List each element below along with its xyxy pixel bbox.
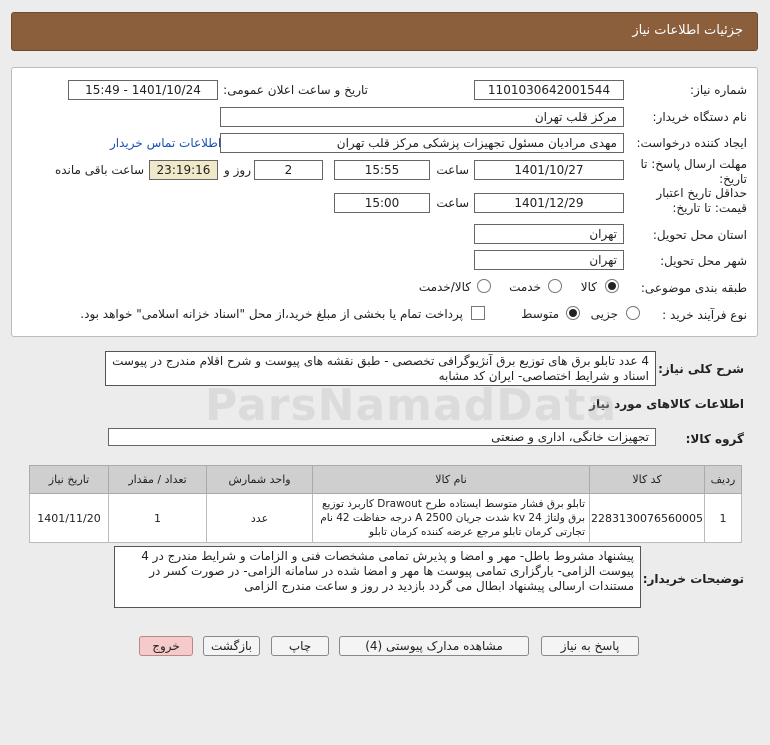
page-header — [11, 12, 758, 51]
col-unit: واحد شمارش — [207, 466, 313, 494]
city-label: شهر محل تحویل: — [660, 254, 747, 268]
cell-unit: عدد — [207, 494, 313, 543]
category-label: طبقه بندی موضوعی: — [640, 281, 747, 295]
city-field[interactable]: تهران — [474, 250, 624, 270]
exit-button[interactable]: خروج — [139, 636, 193, 656]
category-goods-service-radio[interactable] — [477, 279, 491, 293]
notes-label: توضیحات خریدار: — [642, 572, 744, 586]
table-header-row — [30, 466, 742, 494]
category-goods-radio[interactable] — [605, 279, 619, 293]
need-number-field[interactable]: 1101030642001544 — [474, 80, 624, 100]
page-title: جزئیات اطلاعات نیاز — [632, 23, 743, 38]
deadline-time-label: ساعت — [436, 163, 469, 177]
watermark-logo: ParsNamadData — [205, 380, 618, 431]
process-medium-label: متوسط — [521, 307, 559, 321]
goods-group-label: گروه کالا: — [685, 432, 744, 446]
days-field[interactable]: 2 — [254, 160, 323, 180]
deadline-time-field[interactable]: 15:55 — [334, 160, 430, 180]
process-medium-radio[interactable] — [566, 306, 580, 320]
goods-section-title: اطلاعات کالاهای مورد نیاز — [589, 397, 744, 411]
announce-field[interactable]: 1401/10/24 - 15:49 — [68, 80, 218, 100]
deadline-date-field[interactable]: 1401/10/27 — [474, 160, 624, 180]
payment-note: پرداخت تمام یا بخشی از مبلغ خرید،از محل "اسناد خزانه اسلامی" خواهد بود. — [80, 307, 463, 321]
summary-label: شرح کلی نیاز: — [658, 362, 744, 376]
cell-name: تابلو برق فشار متوسط ایستاده طرح Drawout کاربرد توزیع برق ولتاژ 24 kv شدت جریان 2500 A درجه حفاظت 42 نام تجارتی کرمان تابلو مرجع عرضه کننده کرمان تابلو — [313, 494, 590, 543]
need-number-label: شماره نیاز: — [690, 83, 747, 97]
requester-field[interactable]: مهدی مرادیان مسئول تجهیزات پزشکی مرکز قلب تهران — [220, 133, 624, 153]
validity-time-field[interactable]: 15:00 — [334, 193, 430, 213]
buyer-contact-link[interactable]: اطلاعات تماس خریدار — [110, 136, 222, 150]
print-button[interactable]: چاپ — [271, 636, 329, 656]
buyer-org-field[interactable]: مرکز قلب تهران — [220, 107, 624, 127]
treasury-checkbox[interactable] — [471, 306, 485, 320]
col-name: نام کالا — [313, 466, 590, 494]
col-code: کد کالا — [590, 466, 705, 494]
remaining-label: ساعت باقی مانده — [54, 163, 144, 177]
province-label: استان محل تحویل: — [652, 228, 747, 242]
table-row[interactable] — [30, 494, 742, 543]
notes-text: پیشنهاد مشروط باطل- مهر و امضا و پذیرش تمامی مشخصات فنی و الزامات و شرایط مندرج در 4 پیوست الزامی- بارگزاری تمامی پیوست ها مهر و امضا شده در سامانه الزامی- در صورت کسر در مستندات ارسالی پیشنهاد ابطال می گردد بازدید در روز و ساعت مندرج الزامی — [114, 546, 641, 608]
back-button[interactable]: بازگشت — [203, 636, 260, 656]
process-label: نوع فرآیند خرید : — [662, 308, 747, 322]
col-qty: تعداد / مقدار — [109, 466, 207, 494]
cell-index: 1 — [705, 494, 742, 543]
deadline-label: مهلت ارسال پاسخ: تا تاریخ: — [640, 157, 747, 186]
process-minor-label: جزیی — [590, 307, 618, 321]
process-minor-radio[interactable] — [626, 306, 640, 320]
buyer-org-label: نام دستگاه خریدار: — [652, 110, 747, 124]
days-label: روز و — [224, 163, 251, 177]
cell-code: 2283130076560005 — [590, 494, 705, 543]
announce-label: تاریخ و ساعت اعلان عمومی: — [223, 83, 368, 97]
remaining-timer: 23:19:16 — [149, 160, 218, 180]
goods-group-field[interactable]: تجهیزات خانگی، اداری و صنعتی — [108, 428, 656, 446]
col-index: ردیف — [705, 466, 742, 494]
validity-time-label: ساعت — [436, 196, 469, 210]
summary-text: 4 عدد تابلو برق های توزیع برق آنژیوگرافی تخصصی - طبق نقشه های پیوست و شرح اقلام مندرج در پیوست اسناد و شرایط اختصاصی- ایران کد مشابه — [105, 351, 656, 386]
category-service-radio[interactable] — [548, 279, 562, 293]
goods-table — [29, 465, 742, 543]
attachments-button[interactable]: مشاهده مدارک پیوستی (4) — [339, 636, 529, 656]
requester-label: ایجاد کننده درخواست: — [636, 136, 747, 150]
validity-label: حداقل تاریخ اعتبار قیمت: تا تاریخ: — [656, 186, 747, 215]
province-field[interactable]: تهران — [474, 224, 624, 244]
cell-date: 1401/11/20 — [30, 494, 109, 543]
cell-qty: 1 — [109, 494, 207, 543]
category-goods-label: کالا — [580, 280, 597, 294]
reply-button[interactable]: پاسخ به نیاز — [541, 636, 639, 656]
validity-date-field[interactable]: 1401/12/29 — [474, 193, 624, 213]
col-date: تاریخ نیاز — [30, 466, 109, 494]
category-goods-service-label: کالا/خدمت — [418, 280, 471, 294]
category-service-label: خدمت — [509, 280, 541, 294]
